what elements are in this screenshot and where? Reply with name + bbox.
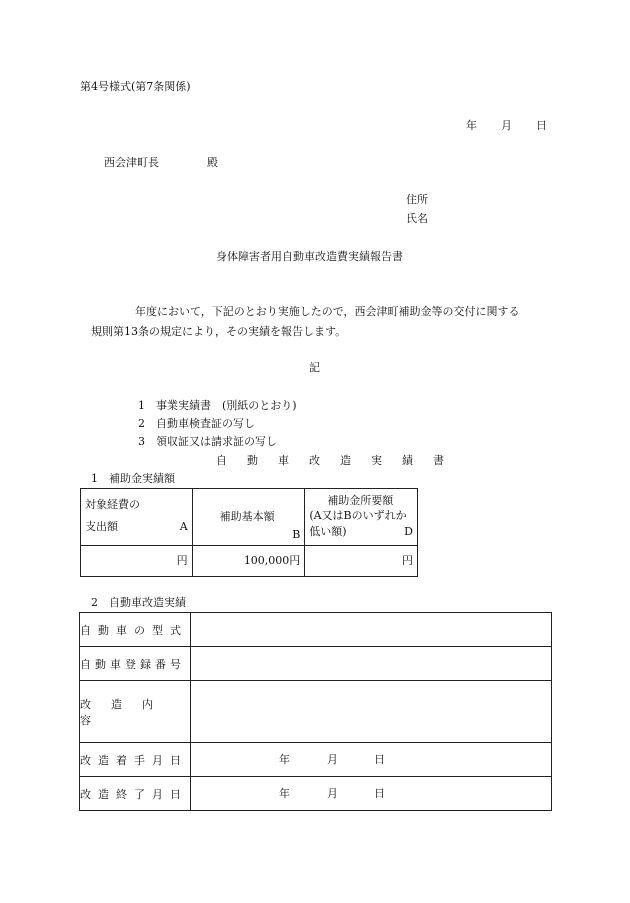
section2-heading: 2 自動車改造実績 [91, 596, 186, 609]
attachment-3-number: 3 [138, 435, 145, 448]
col-expense-label-1: 対象経費の [85, 498, 140, 511]
addressee-honorific: 殿 [207, 156, 218, 169]
table-row [80, 743, 552, 777]
table-row [80, 647, 552, 681]
expense-value: 円 [176, 554, 188, 567]
address-label: 住所 [406, 193, 428, 206]
end-date-month: 月 [327, 786, 338, 800]
required-value-cell [305, 546, 418, 577]
col-base-label: 補助基本額 [219, 510, 275, 523]
base-value: 100,000円 [243, 554, 301, 567]
start-date-value [191, 743, 552, 777]
end-date-year: 年 [279, 786, 290, 800]
registration-number-value [191, 647, 552, 681]
table-row [80, 681, 552, 743]
col-expense-header [81, 489, 193, 546]
required-value: 円 [402, 554, 413, 567]
attachment-2-text: 自動車検査証の写し [156, 417, 255, 430]
col-required-label-1: 補助金所要額 [327, 494, 394, 507]
start-date-month: 月 [327, 752, 338, 766]
ki-label: 記 [309, 361, 320, 374]
base-value-cell [192, 546, 305, 577]
modification-content-label: 改造内容 [80, 681, 191, 743]
registration-number-label: 自動車登録番号 [80, 647, 191, 681]
col-required-header [305, 489, 418, 546]
attachment-1-text: 事業実績書 (別紙のとおり) [156, 399, 297, 412]
start-date-day: 日 [374, 752, 385, 766]
form-number: 第4号様式(第7条関係) [80, 80, 191, 93]
date-day-label: 日 [536, 119, 547, 132]
body-line-2: 規則第13条の規定により，その実績を報告します。 [91, 325, 347, 338]
expense-value-cell [81, 546, 193, 577]
sheet-title: 自動車改造実績書 [216, 454, 464, 467]
vehicle-modification-table [79, 612, 552, 811]
vehicle-model-value [191, 613, 552, 647]
vehicle-model-label: 自動車の型式 [80, 613, 191, 647]
attachment-2-number: 2 [138, 417, 145, 430]
end-date-day: 日 [374, 786, 385, 800]
document-title: 身体障害者用自動車改造費実績報告書 [216, 250, 403, 263]
col-required-label-2: (A又はBのいずれか [309, 509, 407, 522]
table-row [80, 613, 552, 647]
subsidy-amount-table [80, 488, 418, 577]
addressee-title: 西会津町長 [104, 156, 159, 169]
name-label: 氏名 [406, 212, 428, 225]
col-base-mark: B [292, 528, 301, 541]
col-expense-label-2: 支出額 [85, 520, 118, 533]
start-date-year: 年 [279, 752, 290, 766]
modification-content-value [191, 681, 552, 743]
col-expense-mark: A [179, 520, 188, 533]
end-date-value [191, 777, 552, 811]
section1-heading: 1 補助金実績額 [91, 472, 175, 485]
col-base-header [192, 489, 305, 546]
col-required-mark: D [404, 525, 413, 538]
date-year-label: 年 [466, 119, 477, 132]
date-month-label: 月 [501, 119, 512, 132]
attachment-3-text: 領収証又は請求証の写し [156, 435, 277, 448]
table-row [80, 777, 552, 811]
col-required-label-3: 低い額) [309, 525, 347, 538]
end-date-label: 改造終了月日 [80, 777, 191, 811]
attachment-1-number: 1 [138, 399, 145, 412]
body-line-1: 年度において，下記のとおり実施したので，西会津町補助金等の交付に関する [135, 305, 520, 318]
start-date-label: 改造着手月日 [80, 743, 191, 777]
